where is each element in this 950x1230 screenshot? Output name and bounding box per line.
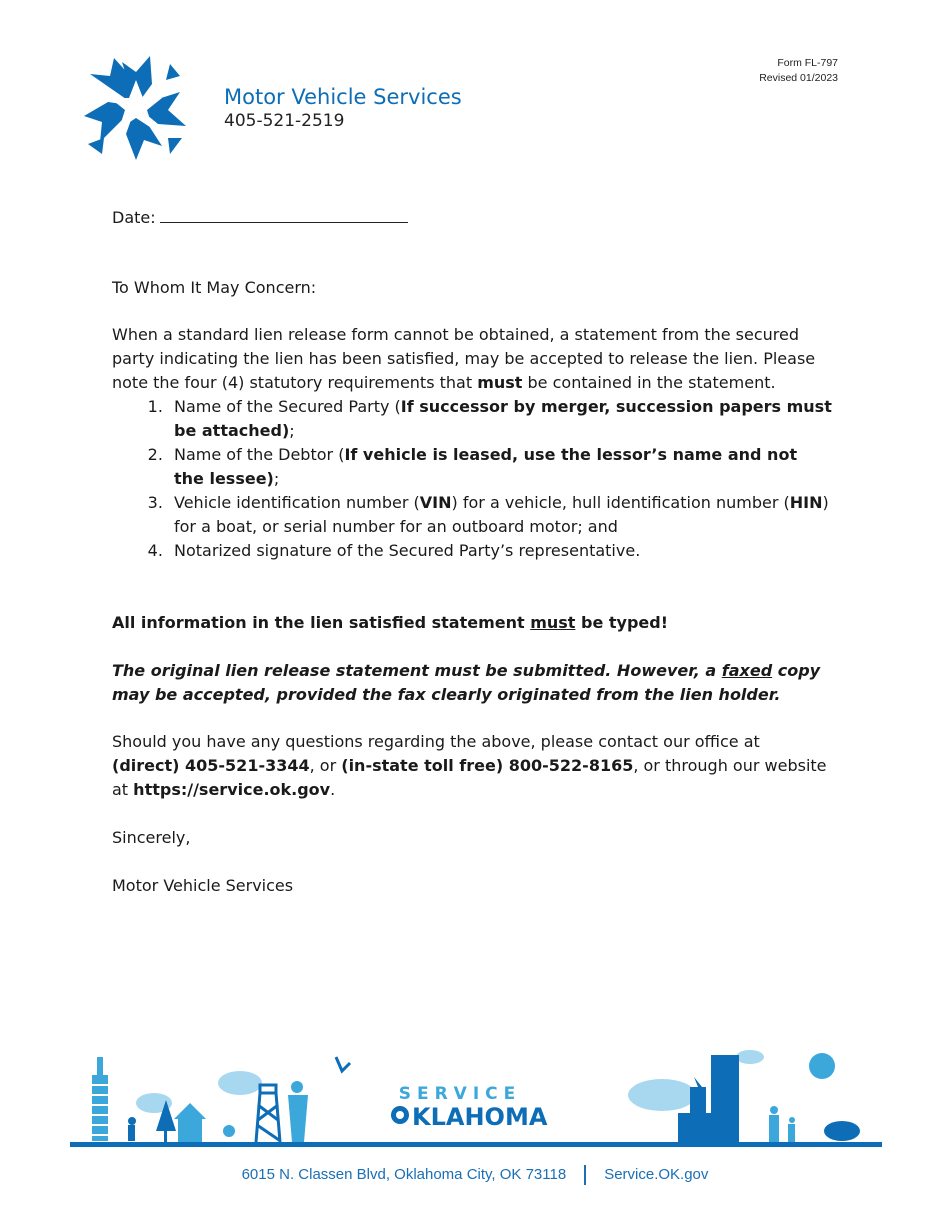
worker-icon — [291, 1081, 303, 1093]
list-item: 3. Vehicle identification number (VIN) for a vehicle, hull identification number (HIN) for a boat, or serial number for an outboard motor; and — [168, 491, 832, 539]
skyscraper-icon — [711, 1055, 739, 1142]
house-icon — [174, 1103, 206, 1119]
form-number: Form FL-797 — [777, 57, 838, 69]
date-label: Date: — [112, 208, 156, 227]
service-oklahoma-logo-bottom: KLAHOMA — [412, 1103, 548, 1131]
cloud-icon — [218, 1071, 262, 1095]
form-revised-date: Revised 01/2023 — [759, 72, 838, 84]
date-blank-line[interactable] — [160, 204, 408, 223]
list-item: 2. Name of the Debtor (If vehicle is leased, use the lessor’s name and not the lessee); — [168, 443, 832, 491]
footer-skyline-illustration — [70, 1045, 882, 1151]
form-identifier — [759, 56, 838, 86]
closing: Sincerely, — [112, 828, 191, 847]
salutation: To Whom It May Concern: — [112, 278, 317, 297]
oil-derrick-icon — [256, 1085, 280, 1142]
footer-divider — [584, 1165, 586, 1185]
intro-paragraph — [112, 323, 832, 563]
signature: Motor Vehicle Services — [112, 876, 294, 895]
intro-text-end: be contained in the statement. — [522, 373, 776, 392]
intro-must: must — [477, 373, 523, 392]
original-notice: The original lien release statement must be submitted. However, a faxed copy may be accepted, provided the fax clearly originated from the lien holder. — [112, 661, 821, 704]
list-item: 4. Notarized signature of the Secured Party’s representative. — [168, 539, 832, 563]
typed-notice: All information in the lien satisfied statement must be typed! — [112, 613, 669, 632]
footer-address: 6015 N. Classen Blvd, Oklahoma City, OK 73118 — [241, 1165, 567, 1183]
list-item: 1. Name of the Secured Party (If successor by merger, succession papers must be attached); — [168, 395, 832, 443]
walker-icon — [128, 1117, 136, 1125]
website-link[interactable]: https://service.ok.gov — [133, 780, 331, 799]
cloud-icon — [628, 1079, 696, 1111]
oklahoma-star-logo-icon — [82, 54, 190, 162]
building-icon — [678, 1113, 714, 1142]
org-phone: 405-521-2519 — [224, 111, 345, 131]
tower-icon — [92, 1057, 108, 1141]
ground-line — [70, 1142, 882, 1147]
requirements-list — [112, 395, 832, 563]
tollfree-phone: (in-state toll free) 800-522-8165 — [341, 756, 634, 775]
small-tree-icon — [223, 1125, 235, 1137]
bison-icon — [824, 1121, 860, 1141]
intro-text: When a standard lien release form cannot be obtained, a statement from the secured party indicating the lien has been satisfied, may be accepted to release the lien. Please note the four (4) statutory requirements that — [112, 325, 816, 392]
service-oklahoma-logo-top: SERVICE — [398, 1084, 522, 1104]
footer-address-bar — [0, 1165, 950, 1185]
people-icon — [770, 1106, 778, 1114]
direct-phone: (direct) 405-521-3344 — [112, 756, 310, 775]
contact-paragraph: Should you have any questions regarding the above, please contact our office at (direct) 405-521-3344, or (in-state toll free) 800-522-8165, or through our website at https://service.ok.gov. — [112, 732, 827, 799]
bird-icon — [336, 1057, 350, 1071]
date-field[interactable] — [112, 204, 832, 230]
org-name: Motor Vehicle Services — [224, 85, 462, 109]
sun-icon — [809, 1053, 835, 1079]
footer-website[interactable]: Service.OK.gov — [604, 1165, 709, 1183]
